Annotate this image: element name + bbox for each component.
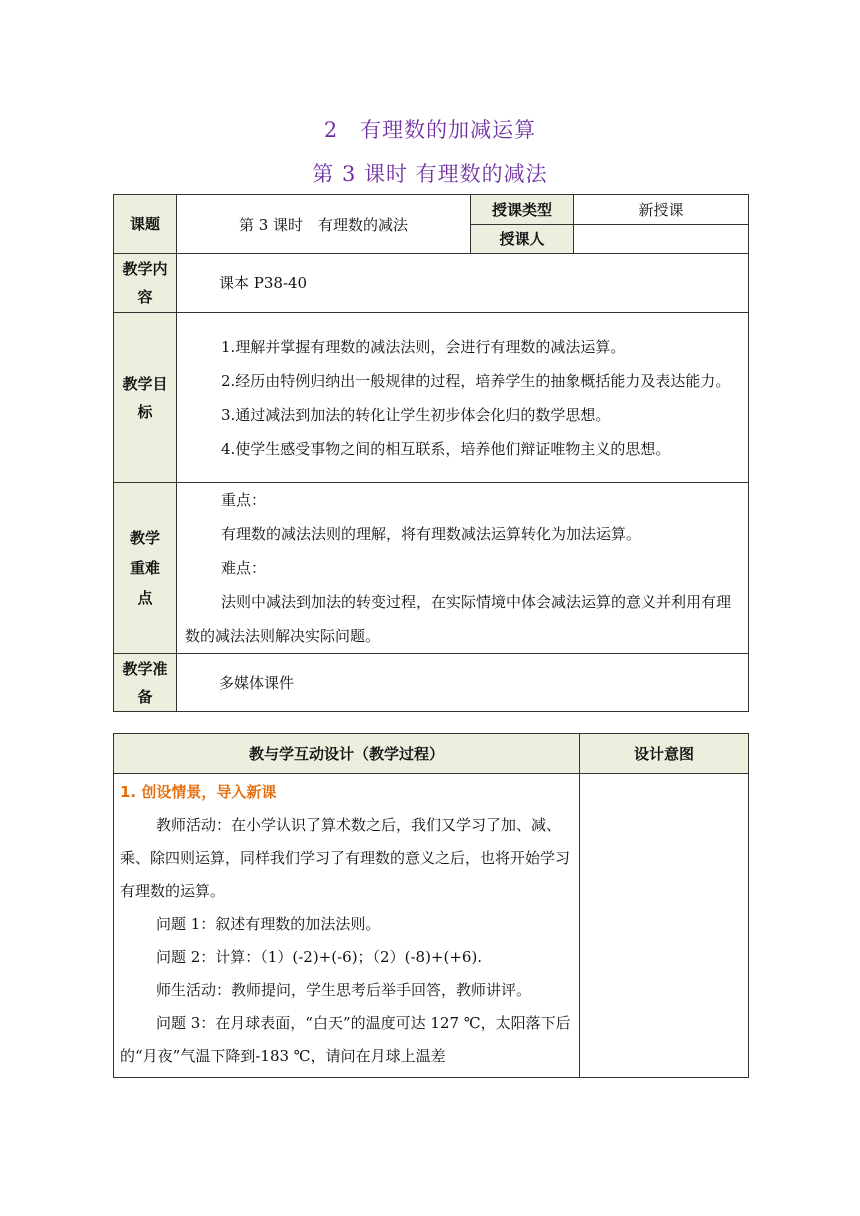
process-content (114, 774, 580, 1078)
process-paragraph: 问题 1：叙述有理数的加法法则。 (156, 915, 381, 933)
goals-cell (177, 313, 749, 483)
intent-cell (580, 774, 749, 1078)
process-paragraph: 问题 3：在月球表面，“白天”的温度可达 127 ℃，太阳落下后的“月夜”气温下降到-183 ℃，请问在月球上温差 (120, 1014, 571, 1065)
lesson-title: 第 3 课时 有理数的减法 (312, 162, 548, 186)
teacher-value (574, 225, 749, 254)
keypoints-cell (177, 483, 749, 654)
keypoints-label: 教学重难点 (114, 483, 177, 654)
topic-value: 第 3 课时 有理数的减法 (177, 195, 471, 254)
teacher-label: 授课人 (471, 225, 574, 254)
difficult-title: 难点： (221, 559, 267, 577)
goal-item: 2.经历由特例归纳出一般规律的过程，培养学生的抽象概括能力及表达能力。 (221, 371, 731, 390)
goal-item: 3.通过减法到加法的转化让学生初步体会化归的数学思想。 (221, 405, 611, 424)
topic-label: 课题 (114, 195, 177, 254)
section-title: 1. 创设情景，导入新课 (120, 783, 277, 801)
prep-label: 教学准备 (114, 654, 177, 712)
content-value: 课本 P38-40 (177, 254, 749, 313)
goal-item: 4.使学生感受事物之间的相互联系，培养他们辩证唯物主义的思想。 (221, 439, 671, 458)
goals-label: 教学目标 (114, 313, 177, 483)
intent-header: 设计意图 (580, 734, 749, 774)
lesson-type-value: 新授课 (574, 195, 749, 225)
lesson-info-table (113, 194, 749, 712)
process-paragraph: 师生活动：教师提问，学生思考后举手回答，教师讲评。 (156, 981, 532, 999)
content-label: 教学内容 (114, 254, 177, 313)
difficult-text: 法则中减法到加法的转变过程，在实际情境中体会减法运算的意义并利用有理数的减法法则解决实际问题。 (185, 593, 732, 645)
prep-value: 多媒体课件 (177, 654, 749, 712)
process-paragraph: 教师活动：在小学认识了算术数之后，我们又学习了加、减、乘、除四则运算，同样我们学习了有理数的意义之后，也将开始学习有理数的运算。 (120, 816, 571, 900)
teaching-process-table (113, 733, 749, 1078)
process-paragraph: 问题 2：计算：（1）(-2)+(-6)；（2）(-8)+(+6). (156, 948, 483, 966)
key-title: 重点： (221, 491, 267, 509)
lesson-type-label: 授课类型 (471, 195, 574, 225)
key-text: 有理数的减法法则的理解，将有理数减法运算转化为加法运算。 (221, 525, 642, 543)
process-header: 教与学互动设计（教学过程） (114, 734, 580, 774)
chapter-title: 2 有理数的加减运算 (323, 118, 537, 142)
goal-item: 1.理解并掌握有理数的减法法则，会进行有理数的减法运算。 (221, 337, 626, 356)
